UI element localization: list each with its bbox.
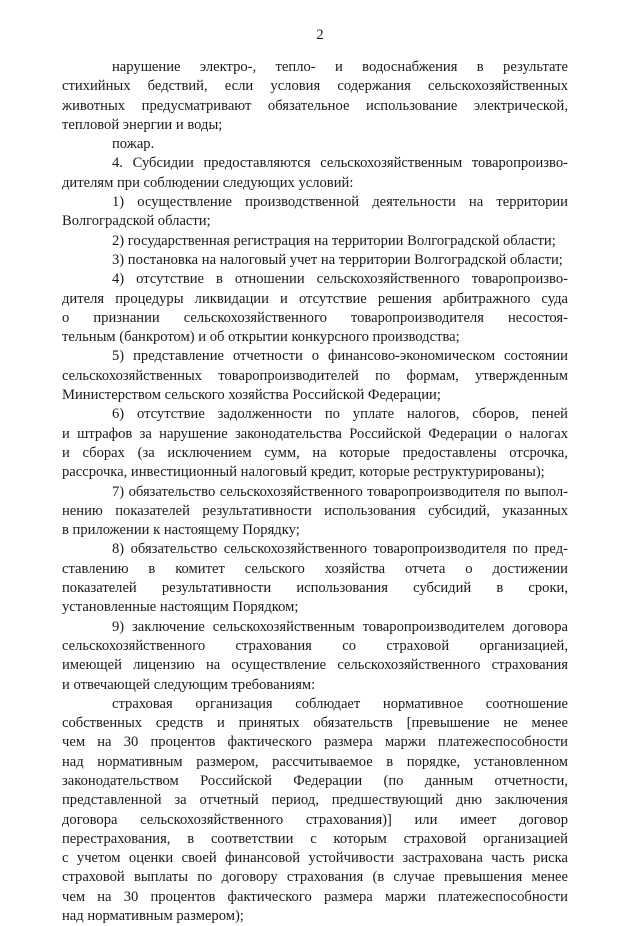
text-line: 9) заключение сельскохозяйственным товаропроизводителем договора xyxy=(112,618,568,635)
text-line: Волгоградской области; xyxy=(62,213,211,230)
text-line: нарушение электро-, тепло- и водоснабжения в результате xyxy=(112,59,568,75)
text-line: 5) представление отчетности о финансово-экономическом состоянии xyxy=(112,348,568,365)
text-line: и отвечающей следующим требованиям: xyxy=(62,676,316,693)
paragraph xyxy=(62,135,568,154)
text-line: рассрочка, инвестиционный налоговый кредит, которые реструктурированы); xyxy=(62,464,545,481)
text-line: стихийных бедствий, если условия содержания сельскохозяйственных xyxy=(62,78,568,95)
text-line: о признании сельскохозяйственного товаропроизводителя несостоя- xyxy=(62,309,568,326)
paragraph xyxy=(62,232,568,251)
text-line: чем на 30 процентов фактического размера маржи платежеспособности xyxy=(62,734,568,751)
text-line: над нормативным размером); xyxy=(62,908,244,925)
text-line: животных предусматривают обязательное использование электрической, xyxy=(62,97,568,114)
text-line: установленные настоящим Порядком; xyxy=(62,599,299,616)
text-line: договора сельскохозяйственного страхования)] или имеет договор xyxy=(62,811,568,828)
paragraph xyxy=(62,251,568,270)
text-line: страховая организация соблюдает нормативное соотношение xyxy=(112,695,568,712)
text-line: в приложении к настоящему Порядку; xyxy=(62,522,300,539)
text-line: 1) осуществление производственной деятельности на территории xyxy=(112,194,568,211)
text-line: 3) постановка на налоговый учет на территории Волгоградской области; xyxy=(112,251,563,268)
text-line: сельскохозяйственного страхования со страховой организацией, xyxy=(62,637,568,654)
page-number: 2 xyxy=(316,27,324,43)
text-line: собственных средств и принятых обязательств [превышение не менее xyxy=(62,715,568,732)
text-line: с учетом оценки своей финансовой устойчивости застрахована часть риска xyxy=(62,850,568,867)
paragraph xyxy=(62,154,568,193)
paragraph xyxy=(62,270,568,347)
text-line: нению показателей результативности использования субсидий, указанных xyxy=(62,502,568,519)
text-line: 6) отсутствие задолженности по уплате налогов, сборов, пеней xyxy=(112,406,568,423)
paragraph xyxy=(62,193,568,232)
text-line: перестрахования, в соответствии с которым страховой организацией xyxy=(62,830,568,847)
text-line: представленной за отчетный период, предшествующий дню заключения xyxy=(62,792,568,809)
text-line: показателей результативности использования субсидий в сроки, xyxy=(62,580,568,597)
document-body xyxy=(62,58,568,926)
text-line: имеющей лицензию на осуществление сельскохозяйственного страхования xyxy=(62,657,568,674)
paragraph xyxy=(62,695,568,926)
text-line: сельскохозяйственных товаропроизводителей по формам, утвержденным xyxy=(62,367,568,384)
paragraph xyxy=(62,347,568,405)
text-line: дителям при соблюдении следующих условий: xyxy=(62,174,354,191)
text-line: тельным (банкротом) и об открытии конкурсного производства; xyxy=(62,329,460,346)
text-line: и сборах (за исключением сумм, на которые предоставлены отсрочка, xyxy=(62,444,568,461)
text-line: чем на 30 процентов фактического размера маржи платежеспособности xyxy=(62,888,568,905)
text-line: и штрафов за нарушение законодательства Российской Федерации о налогах xyxy=(62,425,568,442)
text-line: 8) обязательство сельскохозяйственного товаропроизводителя по пред- xyxy=(112,541,568,558)
text-line: законодательством Российской Федерации (по данным отчетности, xyxy=(62,772,568,789)
text-line: над нормативным размером, рассчитываемое в порядке, установленном xyxy=(62,753,568,770)
text-line: 4. Субсидии предоставляются сельскохозяйственным товаропроизво- xyxy=(112,155,568,172)
paragraph xyxy=(62,540,568,617)
text-line: 2) государственная регистрация на территории Волгоградской области; xyxy=(112,232,556,249)
text-line: Министерством сельского хозяйства Российской Федерации; xyxy=(62,387,441,404)
text-line: ставлению в комитет сельского хозяйства отчета о достижении xyxy=(62,560,568,577)
text-line: пожар. xyxy=(112,136,155,153)
text-line: дителя процедуры ликвидации и отсутствие решения арбитражного суда xyxy=(62,290,568,307)
paragraph xyxy=(62,405,568,482)
text-line: страховой выплаты по договору страхования (в случае превышения менее xyxy=(62,869,568,886)
paragraph xyxy=(62,58,568,135)
text-line: 4) отсутствие в отношении сельскохозяйственного товаропроизво- xyxy=(112,271,568,288)
text-line: 7) обязательство сельскохозяйственного товаропроизводителя по выпол- xyxy=(112,483,568,500)
paragraph xyxy=(62,618,568,695)
text-line: тепловой энергии и воды; xyxy=(62,116,223,133)
paragraph xyxy=(62,483,568,541)
